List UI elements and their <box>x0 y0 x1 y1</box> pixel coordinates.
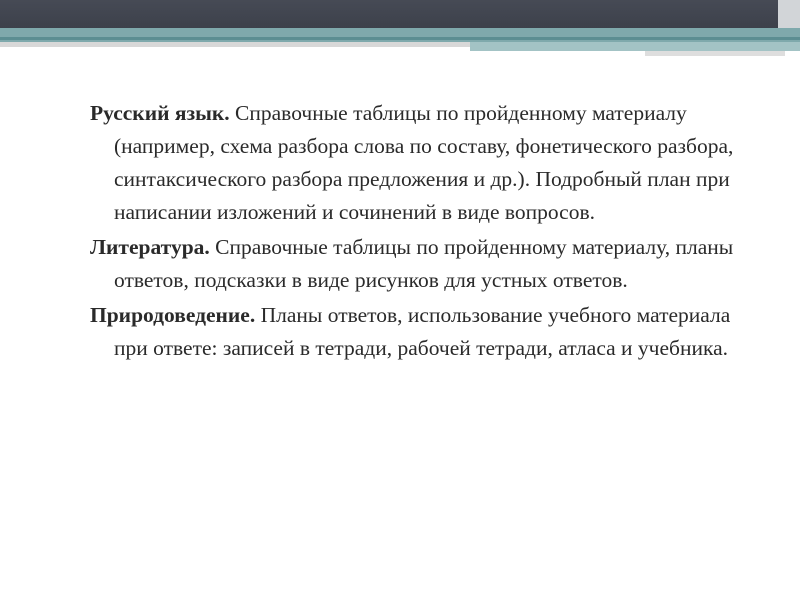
header-teal-strip-lower <box>470 42 800 51</box>
header-corner-accent <box>778 0 800 28</box>
paragraph-nature-studies <box>90 299 750 365</box>
term-nature-studies: Природоведение. <box>90 303 256 327</box>
text-nature-studies: Планы ответов, использование учебного материала при ответе: записей в тетради, рабочей тетради, атласа и учебника. <box>114 303 731 360</box>
slide-body <box>90 97 750 367</box>
term-russian-language: Русский язык. <box>90 101 230 125</box>
header-grey-strip-right <box>645 51 785 56</box>
header-grey-strip <box>0 42 472 47</box>
header-dark-bar <box>0 0 800 28</box>
header-teal-line <box>0 37 800 40</box>
text-russian-language: Справочные таблицы по пройденному материалу (например, схема разбора слова по составу, фонетического разбора, синтаксического разбора предложения и др.). Подробный план при написании изложений и сочинений в виде вопросов. <box>114 101 734 224</box>
paragraph-russian-language <box>90 97 750 229</box>
text-literature: Справочные таблицы по пройденному материалу, планы ответов, подсказки в виде рисунков для устных ответов. <box>114 235 734 292</box>
paragraph-literature <box>90 231 750 297</box>
term-literature: Литература. <box>90 235 210 259</box>
